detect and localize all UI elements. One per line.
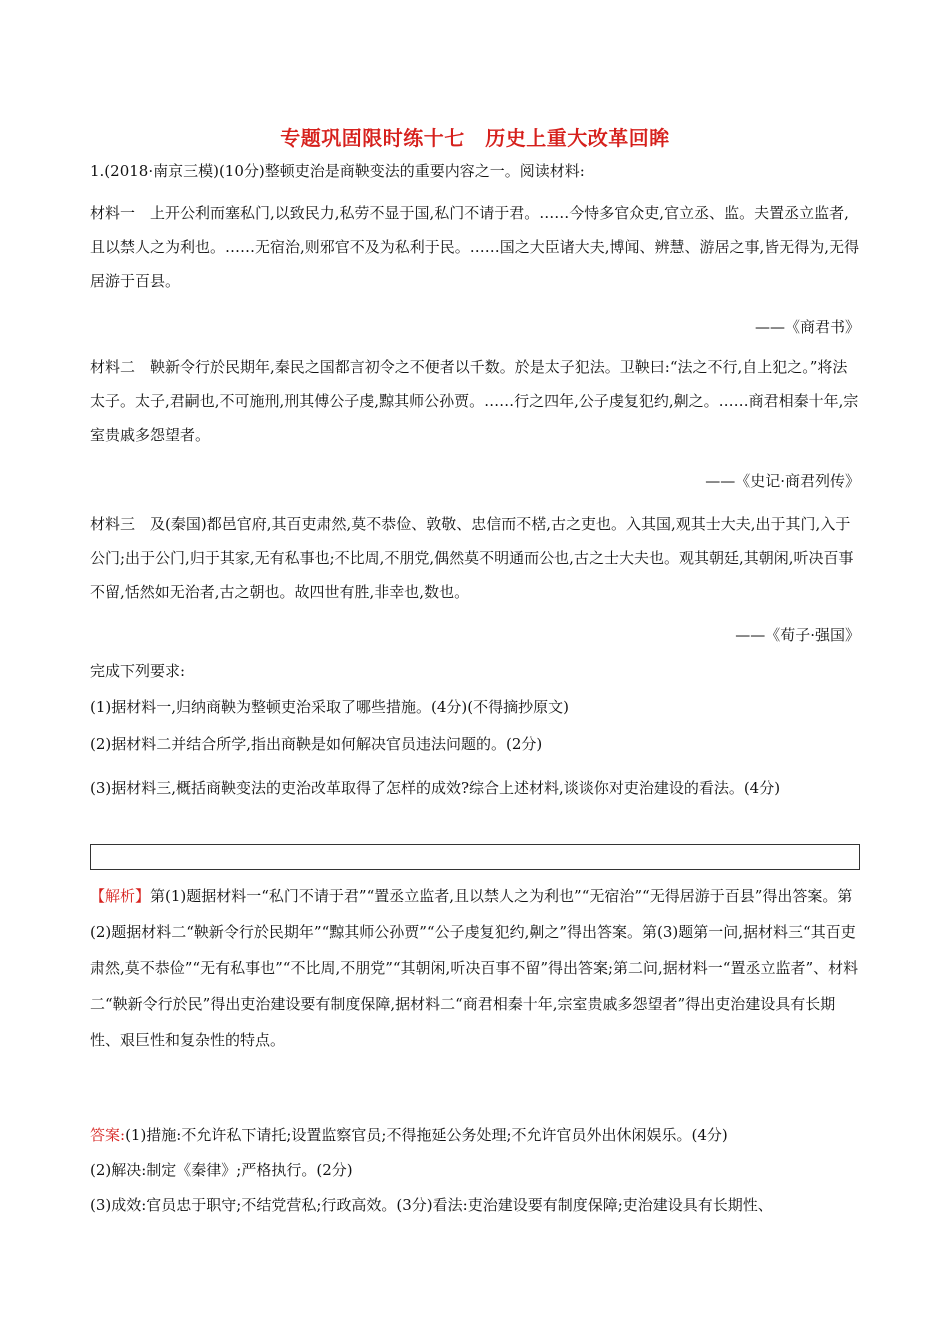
answer-line-1-text: (1)措施:不允许私下请托;设置监察官员;不得拖延公务处理;不允许官员外出休闲娱乐。(4分)	[125, 1126, 728, 1144]
analysis-text: 第(1)题据材料一“私门不请于君”“置丞立监者,且以禁人之为利也”“无宿治”“无得居游于百县”得出答案。第(2)题据材料二“鞅新令行於民期年”“黥其师公孙贾”“公子虔复犯约,劓之”得出答案。第(3)题第一问,据材料三“其百吏肃然,莫不恭俭”“无有私事也”“不比周,不朋党”“其朝闲,听决百事不留”得出答案;第二问,据材料一“置丞立监者”、材料二“鞅新令行於民”得出吏治建设要有制度保障,据材料二“商君相秦十年,宗室贵戚多怨望者”得出吏治建设具有长期性、艰巨性和复杂性的特点。	[90, 887, 859, 1049]
answer-line-1	[90, 1124, 862, 1146]
sub-question-3: (3)据材料三,概括商鞅变法的吏治改革取得了怎样的成效?综合上述材料,谈谈你对吏治建设的看法。(4分)	[90, 779, 781, 797]
page-title: 专题巩固限时练十七 历史上重大改革回眸	[280, 126, 670, 150]
requirement-heading: 完成下列要求:	[90, 662, 186, 680]
question-intro: 1.(2018·南京三模)(10分)整顿吏治是商鞅变法的重要内容之一。阅读材料:	[90, 162, 585, 180]
material-2-source: ——《史记·商君列传》	[705, 472, 860, 490]
answer-label: 答案:	[90, 1126, 126, 1144]
answer-line-2: (2)解决:制定《秦律》;严格执行。(2分)	[90, 1161, 353, 1179]
material-1-source: ——《商君书》	[754, 318, 860, 336]
sub-question-2: (2)据材料二并结合所学,指出商鞅是如何解决官员违法问题的。(2分)	[90, 735, 543, 753]
answer-box[interactable]	[90, 844, 860, 870]
answer-line-3: (3)成效:官员忠于职守;不结党营私;行政高效。(3分)看法:吏治建设要有制度保障;吏治建设具有长期性、	[90, 1196, 773, 1214]
sub-question-1: (1)据材料一,归纳商鞅为整顿吏治采取了哪些措施。(4分)(不得摘抄原文)	[90, 698, 569, 716]
analysis-label: 【解析】	[90, 887, 151, 905]
material-1: 材料一 上开公利而塞私门,以致民力,私劳不显于国,私门不请于君。……今恃多官众吏,官立丞、监。夫置丞立监者,且以禁人之为利也。……无宿治,则邪官不及为私利于民。……国之大臣诸大夫,博闻、辨慧、游居之事,皆无得为,无得居游于百县。	[90, 204, 860, 290]
material-2: 材料二 鞅新令行於民期年,秦民之国都言初令之不便者以千数。於是太子犯法。卫鞅曰:“法之不行,自上犯之。”将法太子。太子,君嗣也,不可施刑,刑其傅公子虔,黥其师公孙贾。……行之四年,公子虔复犯约,劓之。……商君相秦十年,宗室贵戚多怨望者。	[90, 358, 859, 444]
material-3-source: ——《荀子·强国》	[735, 626, 860, 644]
material-3: 材料三 及(秦国)都邑官府,其百吏肃然,莫不恭俭、敦敬、忠信而不楛,古之吏也。入其国,观其士大夫,出于其门,入于公门;出于公门,归于其家,无有私事也;不比周,不朋党,偶然莫不明通而公也,古之士大夫也。观其朝廷,其朝闲,听决百事不留,恬然如无治者,古之朝也。故四世有胜,非幸也,数也。	[90, 515, 854, 601]
analysis-section	[90, 878, 862, 1058]
